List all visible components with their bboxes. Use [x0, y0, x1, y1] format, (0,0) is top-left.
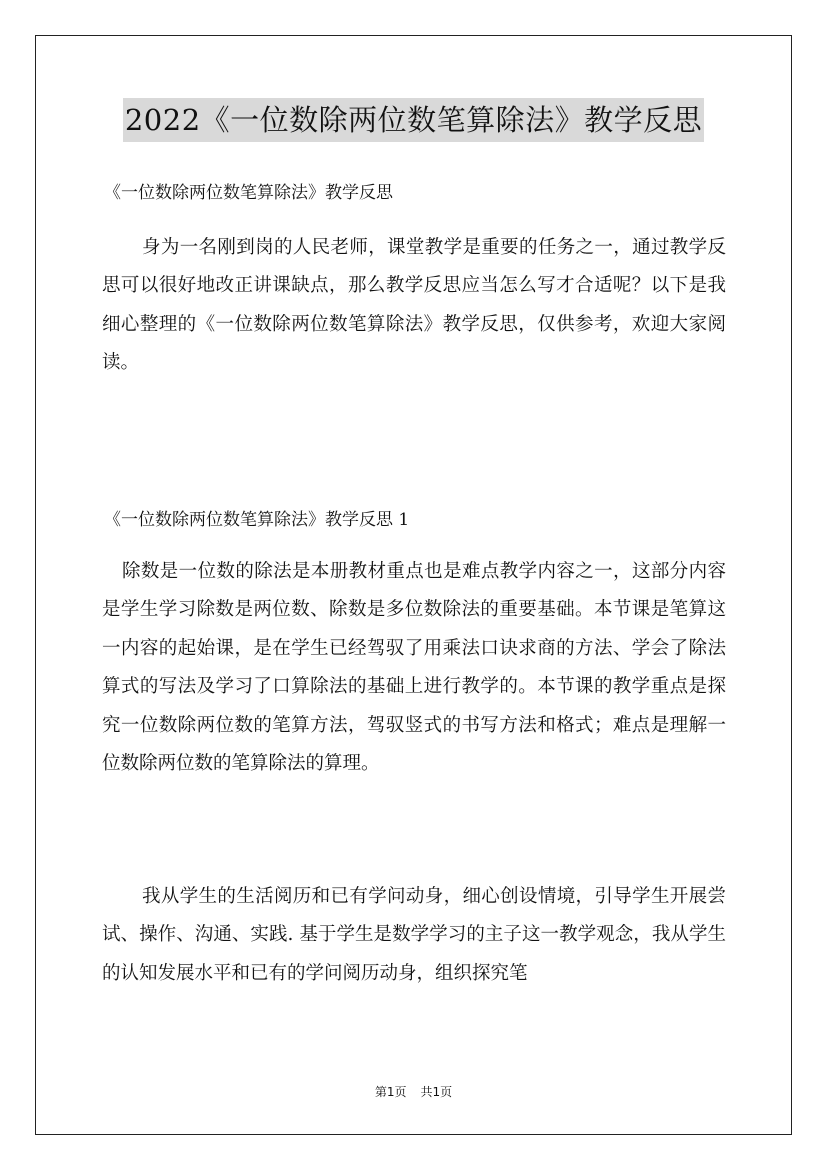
document-subtitle: 《一位数除两位数笔算除法》教学反思: [104, 183, 393, 203]
body-paragraph: 除数是一位数的除法是本册教材重点也是难点教学内容之一，这部分内容是学生学习除数是两位数、除数是多位数除法的重要基础。本节课是笔算这一内容的起始课，是在学生已经驾驭了用乘法口诀求商的方法、学会了除法算式的写法及学习了口算除法的基础上进行教学的。本节课的教学重点是探究一位数除两位数的笔算方法，驾驭竖式的书写方法和格式；难点是理解一位数除两位数的笔算除法的算理。: [102, 561, 726, 775]
page-number: 第1页: [374, 1085, 407, 1099]
title-container: [0, 98, 827, 142]
body-paragraph: 我从学生的生活阅历和已有学问动身，细心创设情境，引导学生开展尝试、操作、沟通、实践. 基于学生是数学学习的主子这一教学观念，我从学生的认知发展水平和已有的学问阅历动身，组织探究笔: [102, 886, 726, 984]
intro-paragraph: 身为一名刚到岗的人民老师，课堂教学是重要的任务之一，通过教学反思可以很好地改正讲课缺点，那么教学反思应当怎么写才合适呢？以下是我细心整理的《一位数除两位数笔算除法》教学反思，仅供参考，欢迎大家阅读。: [102, 237, 726, 374]
page-footer: [0, 1083, 827, 1101]
section-heading: 《一位数除两位数笔算除法》教学反思 1: [104, 510, 410, 530]
document-title: 2022《一位数除两位数笔算除法》教学反思: [123, 98, 704, 142]
page-total: 共1页: [420, 1085, 453, 1099]
